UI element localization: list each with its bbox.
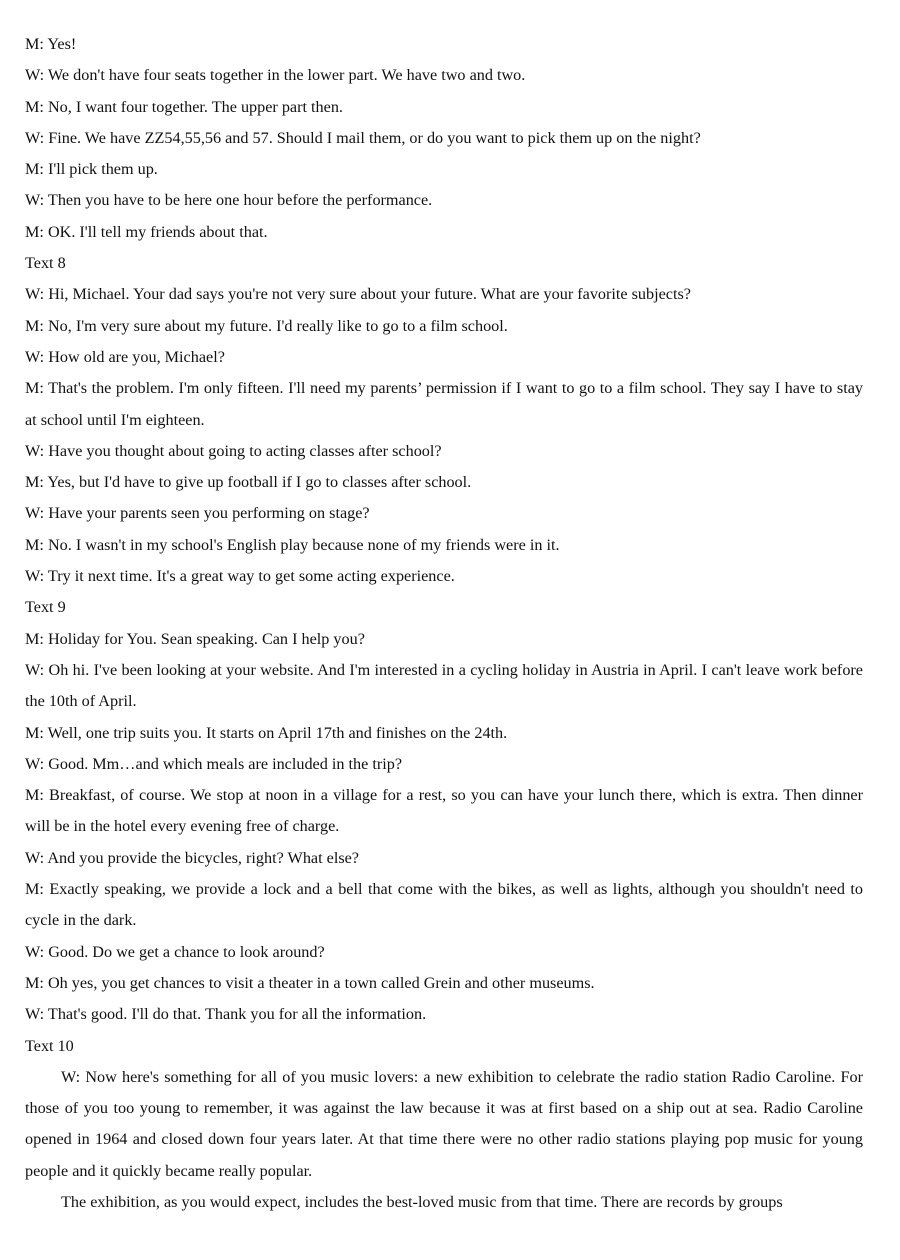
dialogue-line: W: Have you thought about going to acting classes after school? (25, 441, 442, 460)
dialogue-line: M: Oh yes, you get chances to visit a theater in a town called Grein and other museums. (25, 973, 595, 992)
dialogue-line: M: Yes! (25, 35, 77, 53)
dialogue-line: W: How old are you, Michael? (25, 347, 225, 366)
section-heading-text-9: Text 9 (25, 598, 66, 617)
dialogue-line: W: Oh hi. I've been looking at your website. And I'm interested in a cycling holiday in Austria in April. I can't leave work before the 10th of April. (25, 660, 863, 711)
dialogue-line: M: Holiday for You. Sean speaking. Can I help you? (25, 629, 365, 648)
dialogue-line: W: And you provide the bicycles, right? What else? (25, 848, 359, 867)
dialogue-line: M: I'll pick them up. (25, 160, 158, 179)
dialogue-line: W: That's good. I'll do that. Thank you for all the information. (25, 1005, 427, 1024)
dialogue-line: W: Good. Do we get a chance to look around? (25, 942, 325, 961)
dialogue-line: W: Then you have to be here one hour before the performance. (25, 191, 433, 210)
section-heading-text-10: Text 10 (25, 1036, 74, 1055)
dialogue-line: M: Exactly speaking, we provide a lock and a bell that come with the bikes, as well as lights, although you shouldn't need to cycle in the dark. (25, 880, 863, 930)
dialogue-line: M: OK. I'll tell my friends about that. (25, 222, 268, 241)
dialogue-line: M: Breakfast, of course. We stop at noon in a village for a rest, so you can have your lunch there, which is extra. Then dinner will be in the hotel every evening free of charge. (25, 786, 863, 836)
dialogue-line: W: We don't have four seats together in the lower part. We have two and two. (25, 66, 526, 85)
dialogue-line: M: No, I'm very sure about my future. I'd really like to go to a film school. (25, 316, 508, 335)
dialogue-line: M: No. I wasn't in my school's English play because none of my friends were in it. (25, 535, 560, 554)
dialogue-line: W: Hi, Michael. Your dad says you're not very sure about your future. What are your favorite subjects? (25, 285, 691, 304)
dialogue-line: M: That's the problem. I'm only fifteen. I'll need my parents’ permission if I want to go to a film school. They say I have to stay at school until I'm eighteen. (25, 379, 863, 429)
dialogue-line: M: No, I want four together. The upper part then. (25, 97, 343, 116)
dialogue-line: W: Try it next time. It's a great way to get some acting experience. (25, 567, 455, 586)
monologue-paragraph: W: Now here's something for all of you music lovers: a new exhibition to celebrate the radio station Radio Caroline. For those of you too young to remember, it was against the law because it was at first based on a ship out at sea. Radio Caroline opened in 1964 and closed down four years later. At that time there were no other radio stations playing pop music for young people and it quickly became really popular. (25, 1067, 863, 1180)
section-heading-text-8: Text 8 (25, 254, 66, 273)
dialogue-line: W: Good. Mm…and which meals are included in the trip? (25, 754, 403, 773)
monologue-paragraph: The exhibition, as you would expect, includes the best-loved music from that time. There are records by groups (61, 1192, 783, 1211)
dialogue-line: W: Have your parents seen you performing on stage? (25, 504, 370, 523)
dialogue-line: M: Well, one trip suits you. It starts on April 17th and finishes on the 24th. (25, 723, 508, 742)
dialogue-line: M: Yes, but I'd have to give up football if I go to classes after school. (25, 473, 472, 492)
transcript-page (25, 0, 863, 1218)
dialogue-line: W: Fine. We have ZZ54,55,56 and 57. Should I mail them, or do you want to pick them up on the night? (25, 128, 701, 147)
